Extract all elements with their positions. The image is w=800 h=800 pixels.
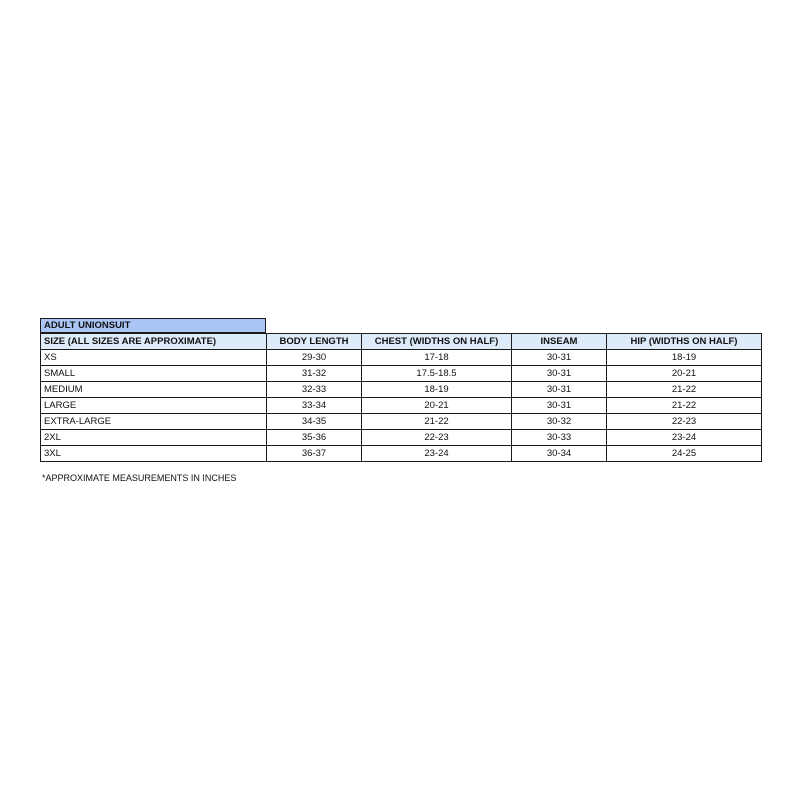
hip-cell: 23-24: [607, 430, 762, 446]
chest-cell: 22-23: [362, 430, 512, 446]
inseam-cell: 30-34: [512, 446, 607, 462]
body-length-cell: 36-37: [267, 446, 362, 462]
size-cell: 3XL: [41, 446, 267, 462]
hip-cell: 22-23: [607, 414, 762, 430]
size-cell: 2XL: [41, 430, 267, 446]
body-length-cell: 34-35: [267, 414, 362, 430]
hip-cell: 21-22: [607, 398, 762, 414]
size-cell: EXTRA-LARGE: [41, 414, 267, 430]
hip-cell: 24-25: [607, 446, 762, 462]
body-length-column-header: BODY LENGTH: [267, 334, 362, 350]
chest-cell: 17.5-18.5: [362, 366, 512, 382]
hip-cell: 20-21: [607, 366, 762, 382]
table-row: [41, 446, 762, 462]
inseam-cell: 30-31: [512, 382, 607, 398]
inseam-cell: 30-32: [512, 414, 607, 430]
chest-cell: 18-19: [362, 382, 512, 398]
size-cell: SMALL: [41, 366, 267, 382]
size-column-header: SIZE (ALL SIZES ARE APPROXIMATE): [41, 334, 267, 350]
header-row: [41, 334, 762, 350]
size-chart-title: ADULT UNIONSUIT: [40, 318, 266, 333]
table-row: [41, 398, 762, 414]
measurement-footnote: *APPROXIMATE MEASUREMENTS IN INCHES: [42, 473, 237, 483]
inseam-cell: 30-33: [512, 430, 607, 446]
hip-cell: 18-19: [607, 350, 762, 366]
body-length-cell: 29-30: [267, 350, 362, 366]
body-length-cell: 32-33: [267, 382, 362, 398]
inseam-cell: 30-31: [512, 398, 607, 414]
chest-column-header: CHEST (WIDTHS ON HALF): [362, 334, 512, 350]
size-cell: MEDIUM: [41, 382, 267, 398]
body-length-cell: 35-36: [267, 430, 362, 446]
size-cell: LARGE: [41, 398, 267, 414]
table-row: [41, 366, 762, 382]
body-length-cell: 33-34: [267, 398, 362, 414]
inseam-cell: 30-31: [512, 350, 607, 366]
chest-cell: 17-18: [362, 350, 512, 366]
table-row: [41, 430, 762, 446]
size-cell: XS: [41, 350, 267, 366]
hip-column-header: HIP (WIDTHS ON HALF): [607, 334, 762, 350]
chest-cell: 21-22: [362, 414, 512, 430]
inseam-cell: 30-31: [512, 366, 607, 382]
body-length-cell: 31-32: [267, 366, 362, 382]
table-row: [41, 382, 762, 398]
table-row: [41, 350, 762, 366]
table-row: [41, 414, 762, 430]
hip-cell: 21-22: [607, 382, 762, 398]
inseam-column-header: INSEAM: [512, 334, 607, 350]
chest-cell: 23-24: [362, 446, 512, 462]
size-chart-table: [40, 333, 762, 462]
chest-cell: 20-21: [362, 398, 512, 414]
